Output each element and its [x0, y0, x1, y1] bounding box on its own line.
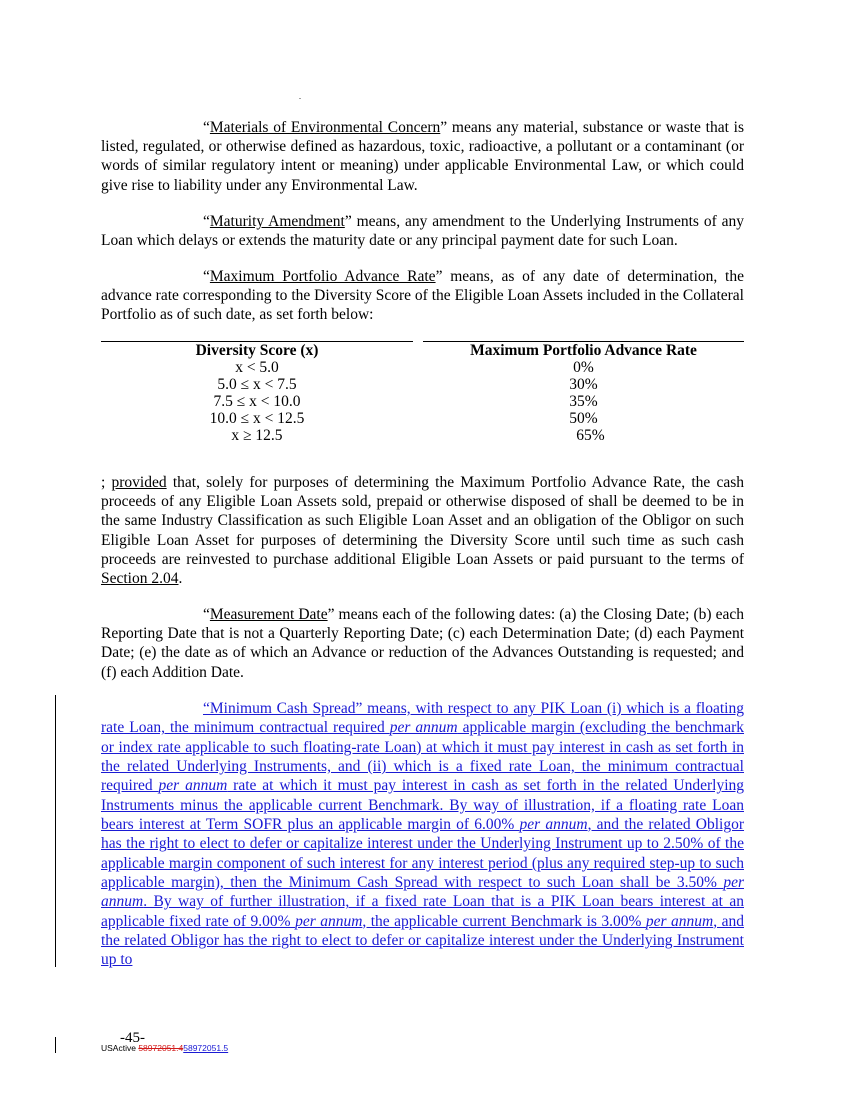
- change-bar: [55, 1037, 56, 1053]
- term-maturity-amendment: Maturity Amendment: [209, 213, 345, 230]
- definition-materials: “Materials of Environmental Concern” means any material, substance or waste that is listed, regulated, or otherwise defined as hazardous, toxic, radioactive, a pollutant or a contaminant (or words of similar regulatory intent or meaning) under applicable Environmental Law, or which could give rise to liability under any Environmental Law.: [101, 119, 744, 194]
- term-materials: Materials of Environmental Concern: [209, 119, 441, 136]
- change-bar: [55, 695, 56, 967]
- diversity-score-cell: x < 5.0: [235, 359, 279, 376]
- proviso-paragraph: ; provided that, solely for purposes of determining the Maximum Portfolio Advance Rate, the cash proceeds of any Eligible Loan Assets sold, prepaid or otherwise disposed of shall be deemed to be in the same Industry Classification as such Eligible Loan Asset and an obligation of the Obligor on such Eligible Loan Asset for purposes of determining the Diversity Score until such time as such cash proceeds are reinvested to purchase additional Eligible Loan Assets or paid pursuant to the terms of Section 2.04.: [101, 474, 744, 588]
- page-number: -45-: [120, 1030, 145, 1046]
- advance-rate-table: [101, 341, 744, 444]
- advance-rate-cell: 30%: [569, 376, 598, 393]
- provided-term: provided: [111, 474, 167, 491]
- table-row: [101, 427, 744, 444]
- deleted-doc-id: 58972051.4: [138, 1043, 184, 1053]
- advance-rate-cell: 50%: [569, 410, 598, 427]
- definition-measurement-date: “Measurement Date” means each of the following dates: (a) the Closing Date; (b) each Reporting Date that is not a Quarterly Reporting Date; (c) each Determination Date; (d) each Payment Date; (e) the date as of which an Advance or reduction of the Advances Outstanding is requested; and (f) each Addition Date.: [101, 606, 745, 681]
- section-reference: Section 2.04: [101, 570, 179, 588]
- term-measurement-date: Measurement Date: [209, 606, 328, 623]
- stray-mark: .: [299, 92, 301, 101]
- diversity-score-cell: 7.5 ≤ x < 10.0: [213, 393, 301, 410]
- inserted-doc-id: 58972051.5: [183, 1043, 229, 1053]
- diversity-score-cell: 10.0 ≤ x < 12.5: [209, 410, 305, 427]
- table-row: [101, 359, 744, 376]
- term-max-portfolio-advance-rate: Maximum Portfolio Advance Rate: [209, 268, 436, 285]
- diversity-score-cell: 5.0 ≤ x < 7.5: [217, 376, 297, 393]
- definition-maturity-amendment: “Maturity Amendment” means, any amendment to the Underlying Instruments of any Loan which delays or extends the maturity date or any principal payment date for such Loan.: [101, 213, 745, 250]
- table-header-diversity-score: Diversity Score (x): [101, 342, 413, 360]
- definition-max-portfolio-advance-rate: “Maximum Portfolio Advance Rate” means, as of any date of determination, the advance rate corresponding to the Diversity Score of the Eligible Loan Assets included in the Collateral Portfolio as of such date, as set forth below:: [101, 268, 744, 324]
- document-id-footer: USActive 58972051.458972051.5: [101, 1043, 229, 1053]
- advance-rate-cell: 65%: [576, 427, 605, 444]
- advance-rate-cell: 35%: [569, 393, 598, 410]
- table-row: [101, 410, 744, 427]
- diversity-score-cell: x ≥ 12.5: [231, 427, 283, 444]
- table-header-advance-rate: Maximum Portfolio Advance Rate: [423, 342, 744, 360]
- table-row: [101, 376, 744, 393]
- advance-rate-cell: 0%: [573, 359, 594, 376]
- table-row: [101, 393, 744, 410]
- definition-minimum-cash-spread-inserted: “Minimum Cash Spread” means, with respect to any PIK Loan (i) which is a floating rate Loan, the minimum contractual required per annum applicable margin (excluding the benchmark or index rate applicable to such floating-rate Loan) at which it must pay interest in cash as set forth in the related Underlying Instruments, and (ii) which is a fixed rate Loan, the minimum contractual required per annum rate at which it must pay interest in cash as set forth in the related Underlying Instruments minus the applicable current Benchmark. By way of illustration, if a floating rate Loan bears interest at Term SOFR plus an applicable margin of 6.00% per annum, and the related Obligor has the right to elect to defer or capitalize interest under the Underlying Instrument up to 2.50% of the applicable margin component of such interest for any interest period (plus any required step-up to such applicable margin), then the Minimum Cash Spread with respect to such Loan shall be 3.50% per annum. By way of further illustration, if a fixed rate Loan that is a PIK Loan bears interest at an applicable fixed rate of 9.00% per annum, the applicable current Benchmark is 3.00% per annum, and the related Obligor has the right to elect to defer or capitalize interest under the Underlying Instrument up to: [101, 700, 745, 969]
